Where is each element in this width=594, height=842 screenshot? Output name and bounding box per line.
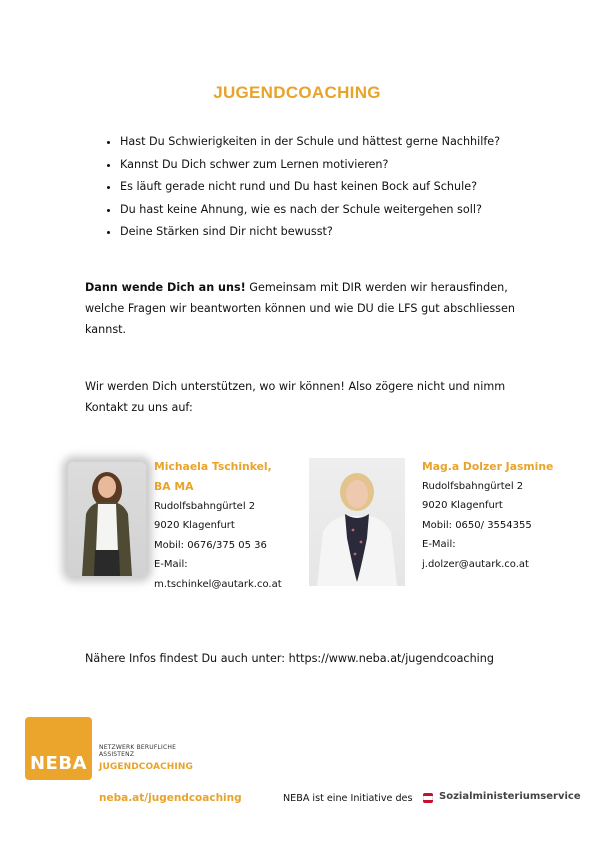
org-line-2: ASSISTENZ — [99, 750, 135, 758]
footer-url-link[interactable]: neba.at/jugendcoaching — [99, 792, 242, 804]
list-item: • Hast Du Schwierigkeiten in der Schule und hättest gerne Nachhilfe? — [120, 131, 560, 154]
contact-city: 9020 Klagenfurt — [422, 500, 503, 512]
contact-email-label: E-Mail: — [422, 539, 456, 551]
contact-name: Michaela Tschinkel, — [154, 460, 272, 473]
person-portrait-image — [68, 462, 146, 576]
intro-paragraph — [85, 277, 535, 340]
neba-logo-text: NEBA — [29, 753, 87, 774]
org-program: JUGENDCOACHING — [99, 762, 193, 773]
list-item: • Du hast keine Ahnung, wie es nach der Schule weitergehen soll? — [120, 199, 560, 222]
list-item: • Kannst Du Dich schwer zum Lernen motivieren? — [120, 154, 560, 177]
contact-photo-dolzer — [309, 458, 405, 586]
org-line-1: NETZWERK BERUFLICHE — [99, 744, 177, 751]
person-portrait-image — [309, 458, 405, 586]
contact-street: Rudolfsbahngürtel 2 — [154, 501, 256, 512]
more-info-text: Nähere Infos findest Du auch unter: https://www.neba.at/jugendcoaching — [85, 652, 494, 665]
contact-street: Rudolfsbahngürtel 2 — [422, 481, 524, 492]
list-item: • Es läuft gerade nicht rund und Du hast keinen Bock auf Schule? — [120, 176, 560, 199]
contact-card-tschinkel — [154, 457, 304, 594]
list-item: • Deine Stärken sind Dir nicht bewusst? — [120, 221, 560, 244]
ministry-logo-text: Sozialministeriumservice — [439, 791, 581, 802]
contact-phone: Mobil: 0676/375 05 36 — [154, 539, 267, 551]
contact-email-label: E-Mail: — [154, 559, 188, 571]
contact-phone: Mobil: 0650/ 3554355 — [422, 519, 532, 531]
contact-email[interactable]: j.dolzer@autark.co.at — [422, 558, 529, 570]
org-name — [99, 745, 193, 772]
contact-photo-tschinkel — [68, 462, 146, 576]
support-paragraph: Wir werden Dich unterstützen, wo wir können! Also zögere nicht und nimm Kontakt zu uns auf: — [85, 380, 506, 414]
page-title: JUGENDCOACHING — [213, 83, 381, 102]
contact-name: Mag.a Dolzer Jasmine — [422, 460, 554, 473]
neba-logo — [25, 717, 92, 780]
intro-text: Gemeinsam mit DIR werden wir herausfinden, welche Fragen wir beantworten können und wie DU die LFS gut abschliessen kannst. — [85, 281, 515, 336]
contact-email[interactable]: m.tschinkel@autark.co.at — [154, 578, 282, 590]
intro-bold-text: Dann wende Dich an uns! — [85, 281, 246, 294]
question-list — [98, 131, 560, 244]
austria-flag-icon — [423, 793, 433, 803]
contact-title: BA MA — [154, 480, 194, 493]
contact-city: 9020 Klagenfurt — [154, 520, 235, 532]
contact-card-dolzer — [422, 457, 572, 574]
initiative-text: NEBA ist eine Initiative des — [283, 793, 413, 804]
